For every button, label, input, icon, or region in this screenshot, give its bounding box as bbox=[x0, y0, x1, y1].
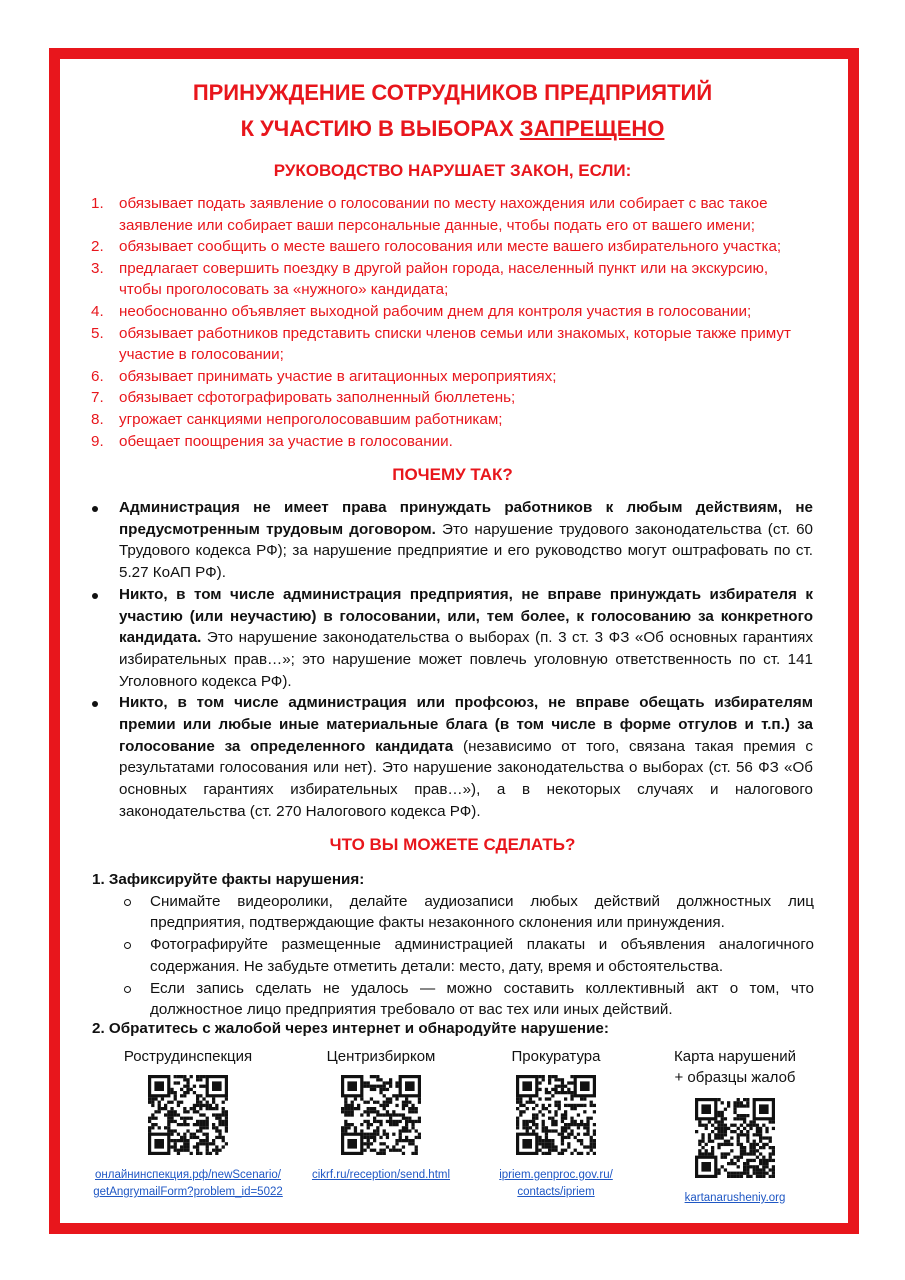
step-1: 1. Зафиксируйте факты нарушения: bbox=[92, 871, 365, 888]
qr-code-icon[interactable] bbox=[695, 1098, 775, 1178]
list-text: (независимо от того, связана такая премия с результатами голосования или нет). Это нарушение законодательства о выборах (ст. 56 ФЗ «Об основных гарантиях избирательных прав…»), а в некоторых случаях и налогового законодательства (ст. 270 Налогового кодекса РФ). bbox=[119, 737, 813, 820]
list-item bbox=[86, 366, 806, 388]
list-text: обязывает подать заявление о голосовании по месту нахождения или собирает с вас такое заявление или собирает ваши персональные данные, чтобы подать его от вашего имени; bbox=[119, 195, 768, 234]
bullet-icon bbox=[92, 701, 98, 707]
contact-link[interactable]: contacts/ipriem bbox=[517, 1186, 595, 1198]
list-text: Это нарушение трудового законодательства (ст. 60 Трудового кодекса РФ); за нарушение предприятие и его руководство могут оштрафовать по ст. 5.27 КоАП РФ). bbox=[119, 520, 813, 582]
list-number: 7. bbox=[91, 389, 104, 407]
title-line-2 bbox=[0, 112, 905, 146]
list-text: обязывает работников представить списки членов семьи или знакомых, которые также примут участие в голосовании; bbox=[119, 324, 791, 364]
list-text: обязывает принимать участие в агитационных мероприятиях; bbox=[119, 367, 557, 385]
title-line-1: ПРИНУЖДЕНИЕ СОТРУДНИКОВ ПРЕДПРИЯТИЙ bbox=[192, 80, 713, 105]
bold-text: Администрация не имеет права принуждать работников к любым действиям, не предусмотренным трудовым договором. bbox=[119, 499, 813, 538]
list-text: угрожает санкциями непроголосовавшим работникам; bbox=[119, 410, 503, 428]
list-text: обязывает сфотографировать заполненный бюллетень; bbox=[119, 389, 516, 407]
circle-bullet-icon bbox=[124, 986, 131, 993]
contact-prokuratura bbox=[476, 1046, 636, 1201]
list-text: предлагает совершить поездку в другой район города, населенный пункт или на экскурсию, чтобы проголосовать за «нужного» кандидата; bbox=[119, 259, 769, 299]
violations-list bbox=[86, 193, 806, 452]
list-text: Это нарушение законодательства о выборах (п. 3 ст. 3 ФЗ «Об основных гарантиях избирательных прав…»; это нарушение может повлечь уголовную ответственность по ст. 141 Уголовного кодекса РФ). bbox=[119, 629, 813, 690]
title-line-2-prefix: К УЧАСТИЮ В ВЫБОРАХ bbox=[240, 116, 514, 141]
list-number: 3. bbox=[91, 259, 104, 277]
bullet-icon bbox=[92, 506, 98, 512]
sub-item bbox=[92, 934, 814, 977]
list-item bbox=[92, 497, 813, 584]
qr-code-icon[interactable] bbox=[148, 1075, 228, 1155]
sub-item-text: Фотографируйте размещенные администрацией плакаты и объявления аналогичного содержания. Не забудьте отметить детали: место, дату, время и обстоятельства. bbox=[150, 936, 814, 975]
list-item bbox=[86, 193, 806, 236]
circle-bullet-icon bbox=[124, 899, 131, 906]
bullet-icon bbox=[92, 593, 98, 599]
contact-link[interactable]: kartanarusheniy.org bbox=[684, 1192, 786, 1204]
list-number: 9. bbox=[91, 432, 104, 450]
list-number: 5. bbox=[91, 324, 104, 342]
sub-item bbox=[92, 891, 814, 934]
list-number: 4. bbox=[91, 302, 104, 320]
contact-cik bbox=[298, 1046, 464, 1184]
section-heading-actions: ЧТО ВЫ МОЖЕТЕ СДЕЛАТЬ? bbox=[329, 835, 576, 854]
sub-item-text: Если запись сделать не удалось — можно составить коллективный акт о том, что должностное лицо предприятия требовало от вас тех или иных действий. bbox=[150, 979, 814, 1019]
list-item bbox=[92, 584, 813, 693]
contact-link[interactable]: getAngrymailForm?problem_id=5022 bbox=[93, 1186, 283, 1198]
step-2: 2. Обратитесь с жалобой через интернет и обнародуйте нарушение: bbox=[92, 1020, 609, 1037]
list-number: 1. bbox=[91, 195, 104, 212]
list-number: 2. bbox=[91, 238, 104, 256]
list-item bbox=[86, 431, 806, 453]
contact-label: Центризбирком bbox=[326, 1048, 436, 1065]
contact-link[interactable]: ipriem.genproc.gov.ru/ bbox=[499, 1169, 613, 1181]
section-heading-violations: РУКОВОДСТВО НАРУШАЕТ ЗАКОН, ЕСЛИ: bbox=[273, 161, 632, 180]
list-text: обязывает сообщить о месте вашего голосования или месте вашего избирательного участка; bbox=[119, 238, 782, 256]
list-item bbox=[86, 387, 806, 409]
contact-label: + образцы жалоб bbox=[674, 1069, 796, 1086]
contact-label: Рострудинспекция bbox=[123, 1048, 253, 1065]
circle-bullet-icon bbox=[124, 942, 131, 949]
sub-item bbox=[92, 978, 814, 1021]
actions-list bbox=[92, 869, 814, 1021]
section-heading-why: ПОЧЕМУ ТАК? bbox=[392, 465, 513, 484]
list-item bbox=[86, 236, 806, 258]
contact-rostrud bbox=[90, 1046, 286, 1201]
list-text: обещает поощрения за участие в голосовании. bbox=[119, 432, 453, 450]
bold-text: Никто, в том числе администрация или профсоюз, не вправе обещать избирателям премии или любые иные материальные блага (в том числе в форме отгулов и т.п.) за голосование за определенного кандидата bbox=[119, 694, 813, 755]
title-emphasis: ЗАПРЕЩЕНО bbox=[519, 116, 665, 141]
qr-code-icon[interactable] bbox=[516, 1075, 596, 1155]
sub-item-text: Снимайте видеоролики, делайте аудиозаписи любых действий должностных лиц предприятия, подтверждающие факты незаконного склонения или принуждения. bbox=[150, 892, 814, 932]
list-item bbox=[86, 409, 806, 431]
list-text: необоснованно объявляет выходной рабочим днем для контроля участия в голосовании; bbox=[119, 302, 752, 320]
list-item bbox=[86, 323, 806, 366]
bold-text: Никто, в том числе администрация предприятия, не вправе принуждать избирателя к участию (или неучастию) в голосовании, или, тем более, к голосованию за конкретного кандидата. bbox=[119, 585, 813, 647]
list-item bbox=[86, 258, 806, 301]
contact-link[interactable]: cikrf.ru/reception/send.html bbox=[311, 1169, 451, 1181]
contact-label: Прокуратура bbox=[511, 1048, 601, 1065]
list-item bbox=[92, 692, 813, 822]
list-item bbox=[86, 301, 806, 323]
list-number: 8. bbox=[91, 410, 104, 428]
why-list bbox=[92, 497, 813, 823]
contact-label: Карта нарушений bbox=[673, 1048, 797, 1065]
contact-map bbox=[650, 1046, 820, 1207]
contact-link[interactable]: онлайнинспекция.рф/newScenario/ bbox=[95, 1169, 281, 1181]
qr-code-icon[interactable] bbox=[341, 1075, 421, 1155]
list-number: 6. bbox=[91, 367, 104, 385]
